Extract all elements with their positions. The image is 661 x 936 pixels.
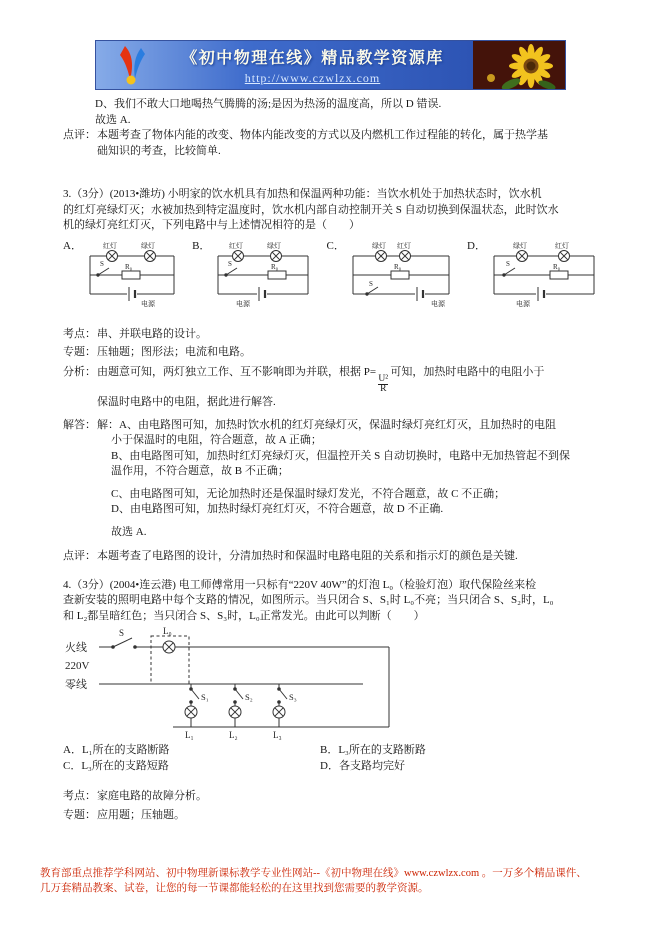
q3-jieda-row xyxy=(63,418,603,541)
main-switch-label: S xyxy=(119,628,125,639)
q4-option-a[interactable]: A．L₁所在的支路断路 xyxy=(63,744,170,757)
text-line: 础知识的考查，比较简单. xyxy=(97,144,221,157)
source-label: 电源 xyxy=(236,299,251,308)
comment-label: 点评： xyxy=(63,129,96,141)
resistor-label: R₀ xyxy=(552,262,561,271)
lamp3-label: L₃ xyxy=(273,730,282,741)
jieda-line: D、由电路图可知，加热时绿灯亮红灯灭，不符合题意，故 D 不正确. xyxy=(111,503,444,516)
q4-stem-line1: 4.（3分）(2004•连云港) 电工师傅常用一只标有“220V 40W”的灯泡 L₀（检验灯泡）取代保险丝来检 xyxy=(63,578,537,591)
switch1-label: S₁ xyxy=(201,692,209,703)
resistor-label: R₀ xyxy=(124,262,133,271)
fenxi-post: 可知，加热时电路中的电阻小于 xyxy=(390,365,545,378)
kaodian-text: 串、并联电路的设计。 xyxy=(97,327,207,340)
lamp2-label: L₂ xyxy=(229,730,238,741)
footer xyxy=(40,866,632,896)
fenxi-pre: 由题意可知，两灯独立工作、互不影响即为并联，根据 P= xyxy=(97,365,377,378)
q4-option-c[interactable]: C．L₃所在的支路短路 xyxy=(63,759,169,772)
lamp1-label: L₁ xyxy=(185,730,194,741)
jieda-line: 故选 A. xyxy=(111,525,147,538)
circuit-diagram-c xyxy=(347,242,457,308)
voltage-label: 220V xyxy=(65,660,90,673)
switch-label: S xyxy=(505,259,510,268)
q4-circuit-diagram xyxy=(63,627,415,740)
switch-label: S xyxy=(228,259,233,268)
q3-option-a[interactable] xyxy=(63,239,182,308)
jieda-line: 解：A、由电路图可知，加热时饮水机的红灯亮绿灯灭，保温时绿灯亮红灯灭，且加热时的电阻 xyxy=(97,418,556,431)
switch2-label: S₂ xyxy=(245,692,253,703)
zhuanti-label: 专题： xyxy=(63,346,96,358)
q3-kaodian-row xyxy=(63,327,603,343)
q4-zhuanti-row xyxy=(63,808,603,824)
resistor-label: R₀ xyxy=(393,262,401,271)
q3-stem-line3: 机的绿灯亮红灯灭，下列电路中与上述情况相符的是（ ） xyxy=(63,219,360,231)
q3-options-row xyxy=(63,239,600,308)
document-content xyxy=(63,97,603,823)
footer-line1: 教育部重点推荐学科网站、初中物理新课标教学专业性网站--《初中物理在线》www.czwlzx.com 。一万多个精品课件、 xyxy=(40,868,587,879)
kaodian-label: 考点： xyxy=(63,790,96,803)
q3-stem-line2: 的红灯亮绿灯灭；水被加热到特定温度时，饮水机内部自动控制开关 S 自动切换到保温状态，此时饮水 xyxy=(63,203,559,216)
wires xyxy=(353,250,449,301)
jieda-text xyxy=(97,418,603,541)
wires xyxy=(494,250,594,301)
resistor-label: R₀ xyxy=(271,262,279,271)
q4-stem-line2: 查新安装的照明电路中每个支路的情况，如图所示。当只闭合 S、S₁时 L₀不亮；当只闭合 S、S₂时，L₀ xyxy=(63,594,554,607)
jieda-label: 解答： xyxy=(63,418,96,431)
comment-text xyxy=(97,128,603,159)
option-letter: C． xyxy=(326,239,345,252)
test-lamp-label: L₀ xyxy=(163,627,172,637)
prev-comment-row xyxy=(63,128,603,159)
jieda-line: 温作用，不符合题意，故 B 不正确； xyxy=(111,465,289,478)
fraction-numerator: U² xyxy=(378,373,389,384)
q3-stem-line1: 3.（3分）(2013•潍坊) 小明家的饮水机具有加热和保温两种功能：当饮水机处于加热状态时，饮水机 xyxy=(63,188,542,200)
zhuanti-label: 专题： xyxy=(63,808,96,821)
dianping-label: 点评： xyxy=(63,550,96,563)
q3-option-b[interactable] xyxy=(192,239,316,308)
wires xyxy=(218,250,308,301)
fenxi-line1 xyxy=(97,365,603,396)
lamp2-label: 红灯 xyxy=(396,241,411,250)
circuit-diagram-a xyxy=(84,242,182,308)
q4-stem xyxy=(63,578,603,625)
switch3-label: S₃ xyxy=(289,692,297,703)
source-label: 电源 xyxy=(515,299,530,308)
circuit-diagram-b xyxy=(212,242,316,308)
wires xyxy=(90,250,174,301)
site-logo-icon xyxy=(118,45,146,86)
formula-fraction xyxy=(378,375,388,396)
switch-label: S xyxy=(99,259,104,268)
zhuanti-text: 应用题；压轴题。 xyxy=(97,808,185,821)
q3-stem xyxy=(63,187,603,234)
q3-zhuanti-row xyxy=(63,345,603,361)
lamp2-label: 绿灯 xyxy=(140,241,155,250)
lamp2-label: 绿灯 xyxy=(267,241,282,250)
jieda-line: 小于保温时的电阻，符合题意，故 A 正确； xyxy=(111,434,322,447)
q3-option-c[interactable] xyxy=(327,239,457,308)
neutral-wire-label: 零线 xyxy=(65,679,87,692)
lamp1-label: 红灯 xyxy=(102,241,117,250)
option-letter: A． xyxy=(63,239,82,252)
live-wire-label: 火线 xyxy=(65,642,87,655)
fenxi-text xyxy=(97,365,603,411)
kaodian-label: 考点： xyxy=(63,327,96,340)
circuit-diagram-d xyxy=(488,242,600,308)
lamp1-label: 红灯 xyxy=(229,241,244,250)
q4-options xyxy=(63,743,603,774)
lamp1-label: 绿灯 xyxy=(512,241,527,250)
banner-title: 《初中物理在线》精品教学资源库 xyxy=(181,50,444,67)
q4-kaodian-row xyxy=(63,789,603,805)
q4-stem-line3: 和 L₂都呈暗红色；当只闭合 S、S₃时，L₀正常发光。由此可以判断（ ） xyxy=(63,609,425,622)
prev-answer-line: 故选 A. xyxy=(95,113,131,126)
banner-url-link[interactable]: http://www.czwlzx.com xyxy=(244,71,381,85)
option-letter: B． xyxy=(192,239,211,252)
q4-option-d[interactable]: D．各支路均完好 xyxy=(320,759,405,772)
fenxi-line2: 保温时电路中的电阻，据此进行解答. xyxy=(97,396,276,409)
fenxi-label: 分析： xyxy=(63,365,96,378)
zhuanti-text: 压轴题；图形法；电流和电路。 xyxy=(97,346,251,358)
option-letter: D． xyxy=(467,239,486,252)
lamp2-label: 红灯 xyxy=(554,241,569,250)
q3-dianping-row xyxy=(63,549,603,565)
banner-texts xyxy=(154,45,471,86)
jieda-line: C、由电路图可知，无论加热时还是保温时绿灯发光，不符合题意，故 C 不正确； xyxy=(111,487,506,500)
jieda-line: B、由电路图可知，加热时红灯亮绿灯灭，但温控开关 S 自动切换时，电路中无加热管起不到保 xyxy=(111,449,570,462)
source-label: 电源 xyxy=(140,299,155,308)
q3-fenxi-row xyxy=(63,365,603,411)
fraction-denominator: R xyxy=(380,384,387,395)
kaodian-text: 家庭电路的故障分析。 xyxy=(97,790,207,803)
footer-line2: 几万套精品教案、试卷，让您的每一节课都能轻松的在这里找到您需要的教学资源。 xyxy=(40,883,429,894)
switch-label: S xyxy=(368,279,373,288)
source-label: 电源 xyxy=(430,299,445,308)
q3-option-d[interactable] xyxy=(467,239,600,308)
dianping-text: 本题考查了电路图的设计，分清加热时和保温时电路电阻的关系和指示灯的颜色是关键. xyxy=(97,550,518,563)
q4-option-b[interactable]: B．L₃所在的支路断路 xyxy=(320,744,426,757)
wires xyxy=(99,636,389,727)
banner-background xyxy=(96,41,473,89)
lamp1-label: 绿灯 xyxy=(371,241,386,250)
text-line: 本题考查了物体内能的改变、物体内能改变的方式以及内燃机工作过程能的转化，属于热学基 xyxy=(97,129,548,141)
prev-option-d-line: D、我们不敢大口地喝热气腾腾的汤;是因为热汤的温度高，所以 D 错误. xyxy=(95,98,442,110)
sunflower-image xyxy=(473,41,565,89)
site-banner xyxy=(95,40,566,90)
